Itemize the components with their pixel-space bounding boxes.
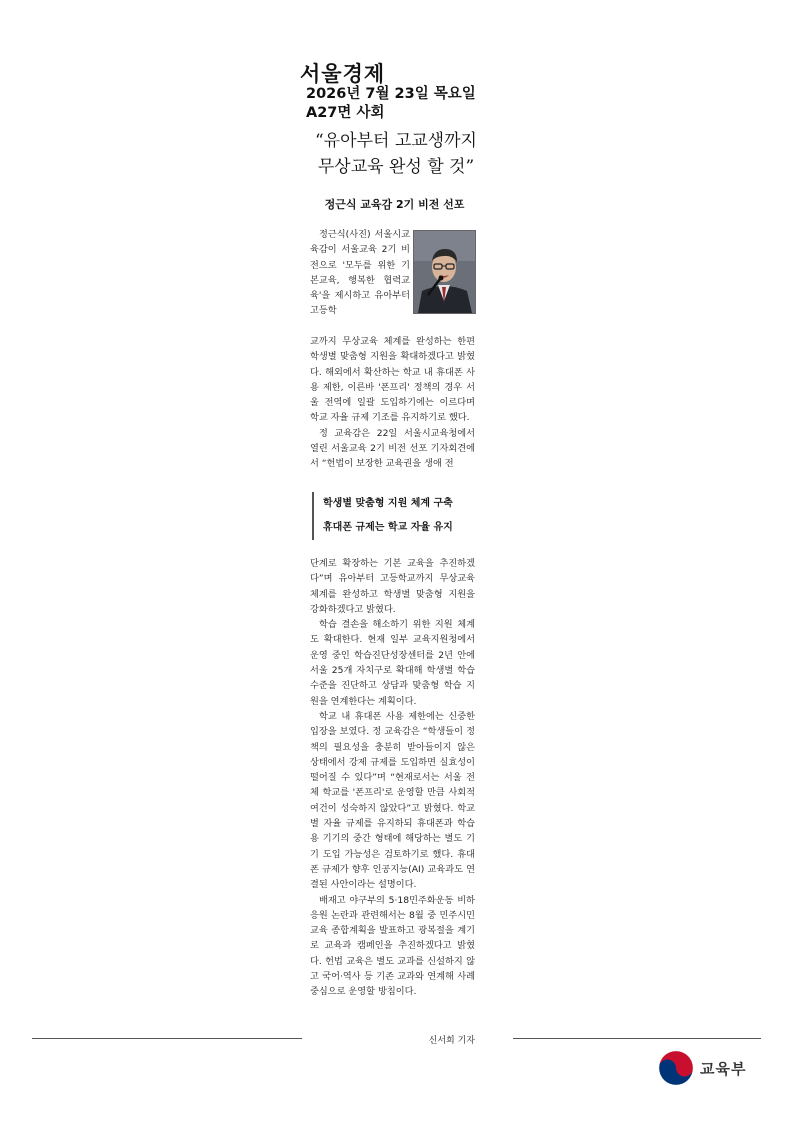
- footer-divider-right: [513, 1038, 761, 1039]
- ministry-logo-label: 교육부: [700, 1059, 747, 1078]
- headline-line-2: 무상교육 완성 할 것”: [317, 157, 475, 177]
- pull-quote-line-2: 휴대폰 규제는 학교 자율 유지: [323, 522, 453, 533]
- ministry-logo: [657, 1049, 746, 1087]
- paragraph: 단계로 확장하는 기본 교육을 추진하겠다”며 유아부터 고등학교까지 무상교육 체계를 완성하고 학생별 맞춤형 지원을 강화하겠다고 밝혔다.: [310, 558, 475, 615]
- publication-date: 2026년 7월 23일 목요일: [306, 86, 476, 102]
- portrait-photo: [413, 230, 476, 314]
- paragraph: 학교 내 휴대폰 사용 제한에는 신중한 입장을 보였다. 정 교육감은 “학생들이 정책의 필요성을 충분히 받아들이지 않은 상태에서 강제 규제를 도입하면 실효성이 떨어질 수 있다”며 “현재로서는 서울 전체 학교를 '폰프리'로 운영할 만큼 사회적 여건이 성숙하지 않았다”고 밝혔다. 학교별 자율 규제를 유지하되 휴대폰과 학습용 기기의 중간 형태에 해당하는 별도 기기 도입 가능성은 검토하기로 했다. 휴대폰 규제가 향후 인공지능(AI) 교육과도 연결된 사안이라는 설명이다.: [310, 710, 475, 891]
- pull-quote: [312, 492, 488, 540]
- headline-line-1: “유아부터 고교생까지: [315, 131, 477, 151]
- article-body-column-a: [310, 227, 410, 319]
- pull-quote-line-1: 학생별 맞춤형 지원 체계 구축: [323, 498, 453, 509]
- article-subhead: 정근식 교육감 2기 비전 선포: [324, 198, 465, 211]
- article-body-column-b: [310, 334, 475, 472]
- article-body-column-c: [310, 556, 475, 1000]
- paragraph: 정근식(사진) 서울시교육감이 서울교육 2기 비전으로 '모두를 위한 기본교육, 행복한 협력교육'을 제시하고 유아부터 고등학: [310, 229, 410, 317]
- page-section: A27면 사회: [306, 105, 385, 121]
- paragraph: 교까지 무상교육 체계를 완성하는 한편 학생별 맞춤형 지원을 확대하겠다고 밝혔다. 해외에서 확산하는 학교 내 휴대폰 사용 제한, 이른바 '폰프리' 정책의 경우 서울 전역에 일괄 도입하기에는 이르다며 학교 자율 규제 기조를 유지하기로 했다.: [310, 336, 475, 424]
- taegeuk-emblem-icon: [657, 1049, 695, 1087]
- portrait-image: [414, 231, 475, 313]
- masthead-paper-name: 서울경제: [300, 62, 386, 86]
- footer-divider-left: [32, 1038, 302, 1039]
- reporter-byline: 신서희 기자: [428, 1036, 475, 1046]
- paragraph: 정 교육감은 22일 서울시교육청에서 열린 서울교육 2기 비전 선포 기자회견에서 “헌법이 보장한 교육권을 생애 전: [310, 427, 475, 470]
- paragraph: 배재고 야구부의 5·18민주화운동 비하 응원 논란과 관련해서는 8월 중 민주시민교육 종합계획을 발표하고 광복절을 계기로 교육과 캠페인을 추진하겠다고 밝혔다. 헌법 교육은 별도 교과를 신설하지 않고 국어·역사 등 기존 교과와 연계해 사례 중심으로 운영할 방침이다.: [310, 894, 475, 998]
- article-headline: [306, 128, 486, 180]
- masthead-dateline: [306, 85, 476, 123]
- paragraph: 학습 결손을 해소하기 위한 지원 체계도 확대한다. 현재 일부 교육지원청에서 운영 중인 학습진단성장센터를 2년 안에 서울 25개 자치구로 확대해 학생별 학습 수준을 진단하고 상담과 맞춤형 학습 지원을 연계한다는 계획이다.: [310, 619, 475, 707]
